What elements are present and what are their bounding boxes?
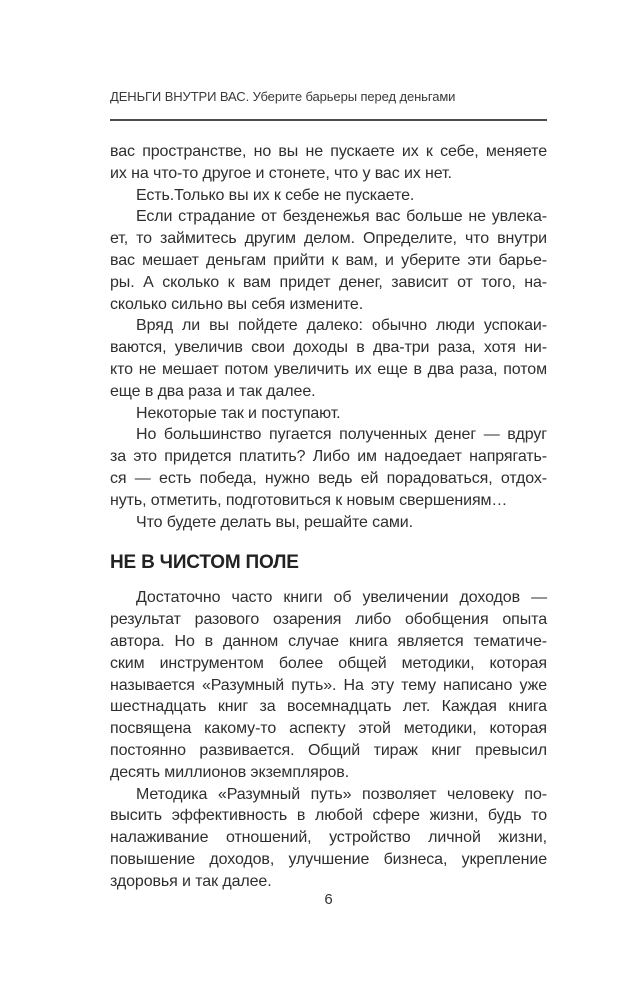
paragraph (110, 141, 547, 185)
text-line: их на что-то другое и стонете, что у вас их нет. (110, 164, 452, 182)
text-line: нуть, отметить, подготовиться к новым свершениям… (110, 491, 508, 509)
text-line: Но большинство пугается полученных денег — вдруг (136, 426, 547, 444)
paragraph (110, 185, 547, 207)
paragraph (110, 403, 547, 425)
page-header: ДЕНЬГИ ВНУТРИ ВАС. Уберите барьеры перед деньгами (110, 89, 456, 104)
text-line: посвящена какому-то аспекту этой методики, которая (110, 720, 547, 738)
text-line: вас пространстве, но вы не пускаете их к себе, меняете (110, 143, 547, 160)
paragraph (110, 424, 547, 511)
page-body (110, 141, 547, 893)
text-line: вас мешает деньгам прийти к вам, и уберите эти барье- (110, 251, 547, 269)
page-number: 6 (324, 891, 333, 908)
text-line: Если страдание от безденежья вас больше не увлека- (136, 208, 547, 226)
text-line: повышение доходов, улучшение бизнеса, укрепление (110, 850, 547, 868)
text-line: Вряд ли вы пойдете далеко: обычно люди успокаи- (136, 317, 547, 335)
text-line: Есть.Только вы их к себе не пускаете. (136, 186, 415, 204)
text-line: ся — есть победа, нужно ведь ей порадоваться, отдох- (110, 469, 547, 487)
text-line: шестнадцать книг за восемнадцать лет. Каждая книга (110, 698, 547, 716)
text-line: кто не мешает потом увеличить их еще в два раза, потом (110, 360, 547, 378)
paragraph (110, 315, 547, 402)
paragraph (110, 206, 547, 315)
text-line: здоровья и так далее. (110, 872, 272, 890)
text-line: сколько сильно вы себя измените. (110, 295, 364, 313)
text-line: постоянно развивается. Общий тираж книг превысил (110, 741, 547, 759)
text-line: Что будете делать вы, решайте сами. (136, 513, 413, 531)
text-line: ваются, увеличив свои доходы в два-три раза, хотя ни- (110, 339, 547, 357)
text-line: ет, то займитесь другим делом. Определите, что внутри (110, 230, 547, 248)
text-line: Достаточно часто книги об увеличении доходов — (136, 589, 547, 607)
text-line: результат разового озарения либо обобщения опыта (110, 611, 547, 629)
header-divider (110, 119, 547, 121)
text-line: автора. Но в данном случае книга является тематиче- (110, 632, 547, 650)
text-line: налаживание отношений, устройство личной жизни, (110, 829, 547, 847)
text-line: еще в два раза и так далее. (110, 382, 316, 400)
paragraph (110, 784, 547, 893)
text-line: высить эффективность в любой сфере жизни, будь то (110, 807, 547, 825)
paragraph (110, 587, 547, 783)
text-line: Некоторые так и поступают. (136, 404, 341, 422)
text-line: ским инструментом более общей методики, которая (110, 654, 547, 672)
paragraph (110, 512, 547, 534)
text-line: десять миллионов экземпляров. (110, 763, 350, 781)
text-line: Методика «Разумный путь» позволяет человеку по- (136, 785, 547, 803)
section-heading: НЕ В ЧИСТОМ ПОЛЕ (110, 552, 299, 574)
text-line: ры. А сколько к вам придет денег, зависит от того, на- (110, 273, 547, 291)
text-line: называется «Разумный путь». На эту тему написано уже (110, 676, 547, 694)
text-line: за это придется платить? Либо им надоедает напрягать- (110, 448, 547, 466)
